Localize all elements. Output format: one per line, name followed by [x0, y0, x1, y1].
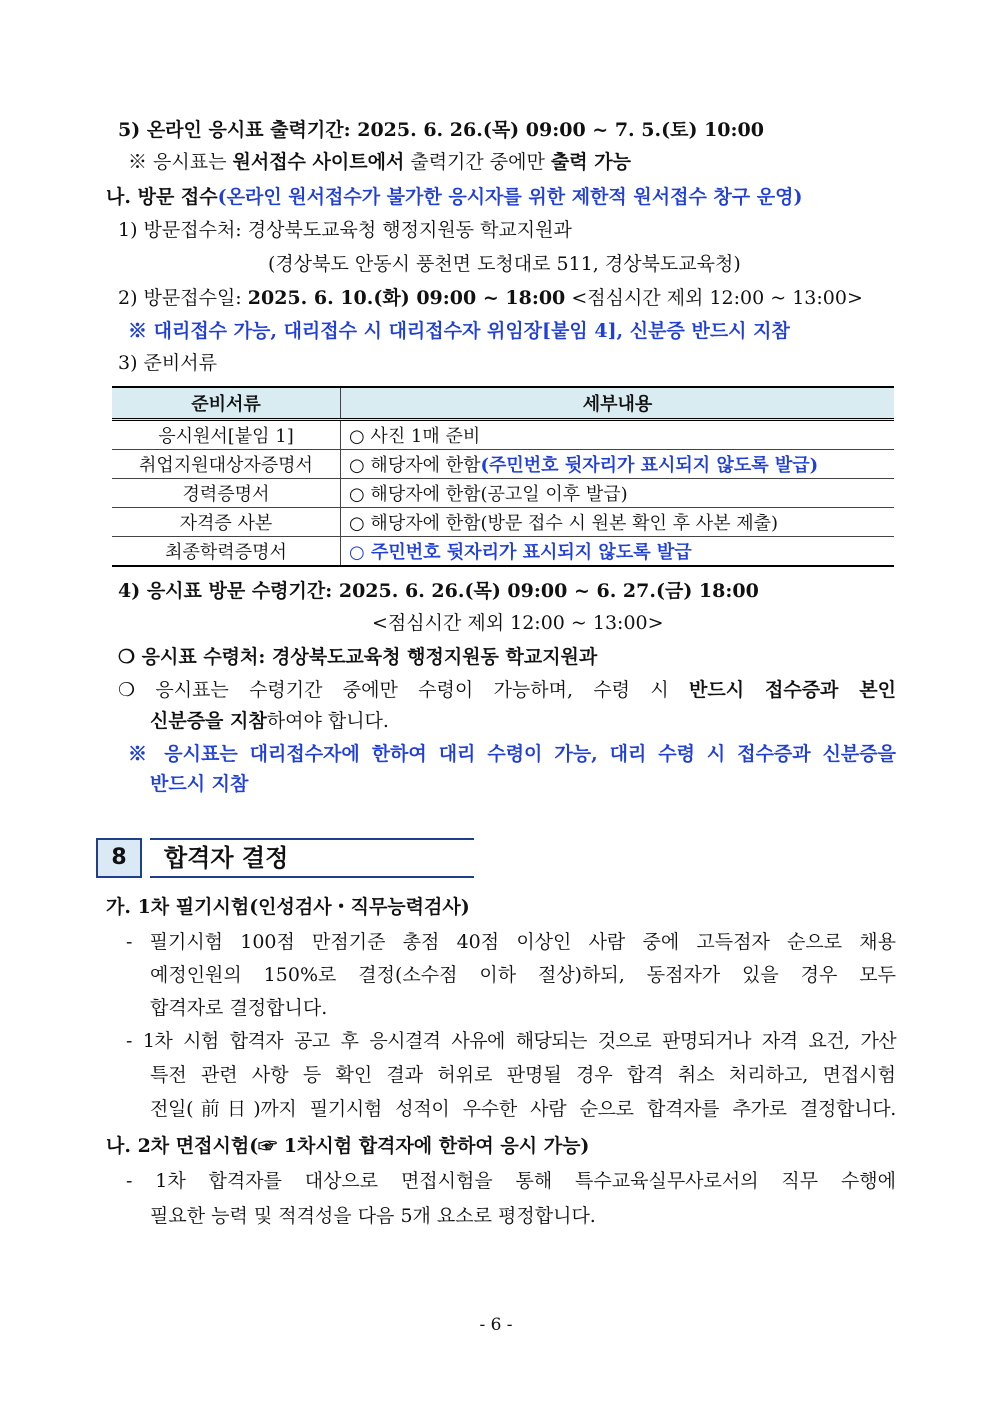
- page-number: - 6 -: [479, 1315, 513, 1335]
- heading-text: 나. 방문 접수: [106, 186, 218, 208]
- doc-name: 최종학력증명서: [112, 537, 341, 567]
- part-b-heading: 나. 2차 면접시험(☞ 1차시험 합격자에 한하여 응시 가능): [106, 1135, 590, 1157]
- note-text: ※ 응시표는: [128, 151, 233, 173]
- detail-highlight: ○ 주민번호 뒷자리가 표시되지 않도록 발급: [349, 542, 692, 563]
- visit-date: [118, 285, 863, 311]
- table-row: [112, 537, 894, 567]
- proxy-pickup-note: ※ 응시표는 대리접수자에 한하여 대리 수령이 가능, 대리 수령 시 접수증과 신분증을: [128, 743, 896, 765]
- ticket-pickup-rule-cont: [150, 708, 389, 734]
- online-ticket-period: 5) 온라인 응시표 출력기간: 2025. 6. 26.(목) 09:00 ~ 7. 5.(토) 10:00: [118, 119, 764, 141]
- rule-text: 하여야 합니다.: [266, 710, 389, 732]
- ticket-pickup-rule: [118, 677, 896, 703]
- header-details: 세부내용: [341, 387, 895, 420]
- table-row: [112, 450, 894, 479]
- visit-address: (경상북도 안동시 풍천면 도청대로 511, 경상북도교육청): [268, 253, 741, 275]
- proxy-pickup-note-cont: 반드시 지참: [150, 773, 249, 795]
- detail-text: ○ 해당자에 한함: [349, 455, 481, 476]
- date-label: 2) 방문접수일:: [118, 287, 248, 309]
- detail-text: ○ 사진 1매 준비: [349, 426, 481, 447]
- proxy-note: ※ 대리접수 가능, 대리접수 시 대리접수자 위임장[붙임 4], 신분증 반드시 지참: [128, 320, 790, 342]
- section-title: 합격자 결정: [150, 838, 474, 878]
- detail-highlight: (주민번호 뒷자리가 표시되지 않도록 발급): [480, 455, 819, 476]
- rule-bold: 신분증을 지참: [150, 710, 267, 732]
- doc-detail: [341, 420, 895, 450]
- table-row: [112, 420, 894, 450]
- documents-label: 3) 준비서류: [118, 352, 217, 374]
- rule-bold: 반드시 접수증과 본인: [689, 679, 896, 701]
- heading-note: (온라인 원서접수가 불가한 응시자를 위한 제한적 원서접수 창구 운영): [217, 186, 803, 208]
- table-row: [112, 479, 894, 508]
- section-number: 8: [96, 838, 142, 878]
- ticket-pickup-period: 4) 응시표 방문 수령기간: 2025. 6. 26.(목) 09:00 ~ 6. 27.(금) 18:00: [118, 580, 759, 602]
- doc-detail: [341, 537, 895, 567]
- part-a-p2-line1: - 1차 시험 합격자 공고 후 응시결격 사유에 해당되는 것으로 판명되거나 자격 요건, 가산: [126, 1030, 896, 1052]
- online-ticket-note: [128, 149, 631, 175]
- doc-name: 취업지원대상자증명서: [112, 450, 341, 479]
- table-header-row: [112, 387, 894, 420]
- doc-detail: [341, 450, 895, 479]
- doc-detail: [341, 508, 895, 537]
- doc-name: 응시원서[붙임 1]: [112, 420, 341, 450]
- visit-place: 1) 방문접수처: 경상북도교육청 행정지원동 학교지원과: [118, 219, 572, 241]
- note-text: 출력기간 중에만: [404, 151, 551, 173]
- ticket-pickup-lunch: <점심시간 제외 12:00 ~ 13:00>: [372, 612, 664, 634]
- doc-name: 경력증명서: [112, 479, 341, 508]
- part-a-heading: 가. 1차 필기시험(인성검사・직무능력검사): [106, 896, 470, 918]
- doc-detail: [341, 479, 895, 508]
- part-a-p1-line3: 합격자로 결정합니다.: [150, 997, 328, 1019]
- note-bold: 원서접수 사이트에서: [232, 151, 405, 173]
- documents-table: [112, 386, 894, 567]
- rule-text: ❍ 응시표는 수령기간 중에만 수령이 가능하며, 수령 시: [118, 679, 690, 701]
- date-note: <점심시간 제외 12:00 ~ 13:00>: [565, 287, 863, 309]
- table-row: [112, 508, 894, 537]
- date-value: 2025. 6. 10.(화) 09:00 ~ 18:00: [247, 287, 566, 309]
- part-a-p2-line3: 전일(前日)까지 필기시험 성적이 우수한 사람 순으로 합격자를 추가로 결정합니다.: [150, 1098, 896, 1120]
- header-documents: 준비서류: [112, 387, 341, 420]
- part-b-p1-line2: 필요한 능력 및 적격성을 다음 5개 요소로 평정합니다.: [150, 1205, 596, 1227]
- detail-text: ○ 해당자에 한함(공고일 이후 발급): [349, 484, 628, 505]
- part-a-p2-line2: 특전 관련 사항 등 확인 결과 허위로 판명될 경우 합격 취소 처리하고, 면접시험: [150, 1064, 896, 1086]
- part-b-p1-line1: - 1차 합격자를 대상으로 면접시험을 통해 특수교육실무사로서의 직무 수행에: [126, 1170, 896, 1192]
- note-bold: 출력 가능: [550, 151, 631, 173]
- visit-reception-heading: [106, 184, 802, 210]
- detail-text: ○ 해당자에 한함(방문 접수 시 원본 확인 후 사본 제출): [349, 513, 779, 534]
- doc-name: 자격증 사본: [112, 508, 341, 537]
- part-a-p1-line2: 예정인원의 150%로 결정(소수점 이하 절상)하되, 동점자가 있을 경우 모두: [150, 964, 896, 986]
- part-a-p1-line1: - 필기시험 100점 만점기준 총점 40점 이상인 사람 중에 고득점자 순으로 채용: [126, 931, 896, 953]
- ticket-pickup-place: ❍ 응시표 수령처: 경상북도교육청 행정지원동 학교지원과: [118, 646, 598, 668]
